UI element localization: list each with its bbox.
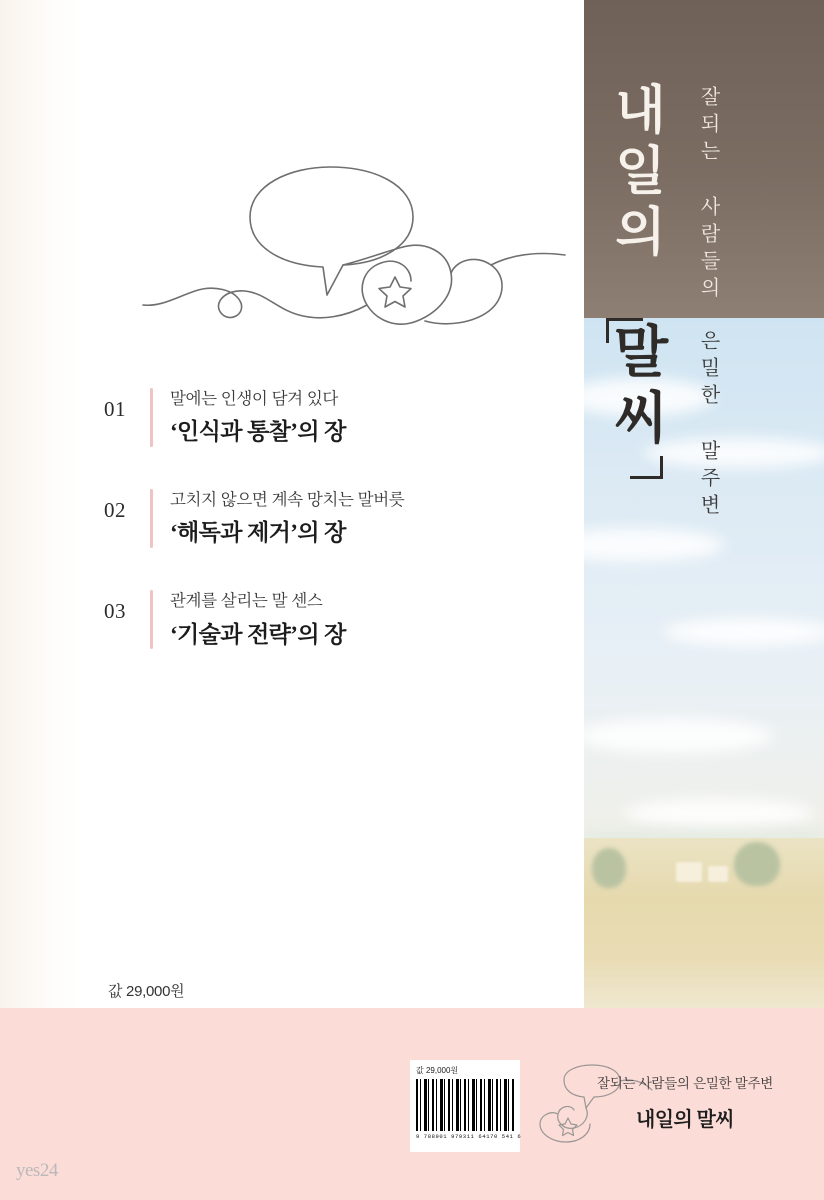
spine-title-top: 내일의 [606, 82, 663, 265]
chapter-item [104, 388, 544, 447]
chapter-title: ‘기술과 전략’의 장 [170, 621, 346, 647]
spine-field-photo [584, 838, 824, 1008]
chapter-title: ‘인식과 통찰’의 장 [170, 419, 346, 445]
cloud-shape [664, 618, 824, 646]
chapter-number: 03 [104, 599, 126, 624]
tree-shape [592, 848, 626, 888]
chapter-title: ‘해독과 제거’의 장 [170, 520, 346, 546]
title-bracket-bottom [630, 456, 663, 479]
house-shape [708, 866, 728, 882]
chapter-number: 01 [104, 397, 126, 421]
barcode-bars [416, 1079, 514, 1131]
speech-bubble-heart-doodle [95, 155, 575, 365]
chapter-item [104, 590, 544, 649]
spine-title-bottom: 말씨 [605, 322, 667, 454]
cloud-shape [584, 718, 774, 754]
chapter-number: 02 [104, 498, 126, 523]
chapter-accent-bar [150, 489, 153, 548]
chapter-accent-bar [150, 388, 153, 447]
cloud-shape [624, 798, 814, 828]
tree-shape [734, 842, 780, 886]
chapter-subtitle: 말에는 인생이 담겨 있다 [170, 390, 338, 408]
chapter-text-group [170, 489, 544, 548]
barcode-digits: 9 788901 979311 64170 541 6 [416, 1133, 522, 1140]
chapter-accent-bar [150, 590, 153, 649]
barcode-price: 값 29,000원 [416, 1066, 459, 1075]
cloud-shape [644, 438, 824, 468]
cloud-shape [584, 528, 724, 562]
chapter-list [104, 388, 544, 691]
chapter-subtitle: 관계를 살리는 말 센스 [170, 592, 323, 611]
barcode-block [410, 1060, 520, 1152]
house-shape [676, 862, 702, 882]
spine-subtitle-top: 잘되는 사람들의 [697, 86, 719, 304]
left-edge-gradient [0, 0, 80, 1008]
spine-strip [584, 0, 824, 1008]
chapter-text-group [170, 388, 544, 447]
spine-subtitle-bottom: 은밀한 말주변 [697, 330, 719, 521]
yes24-watermark: yes24 [16, 1160, 58, 1181]
cover-price: 값 29,000원 [108, 983, 185, 1000]
chapter-item [104, 489, 544, 548]
chapter-subtitle: 고치지 않으면 계속 망치는 말버릇 [170, 491, 405, 510]
flap-title: 내일의 말씨 [636, 1109, 734, 1131]
chapter-text-group [170, 590, 544, 649]
flap-subtitle: 잘되는 사람들의 은밀한 말주변 [597, 1076, 773, 1091]
